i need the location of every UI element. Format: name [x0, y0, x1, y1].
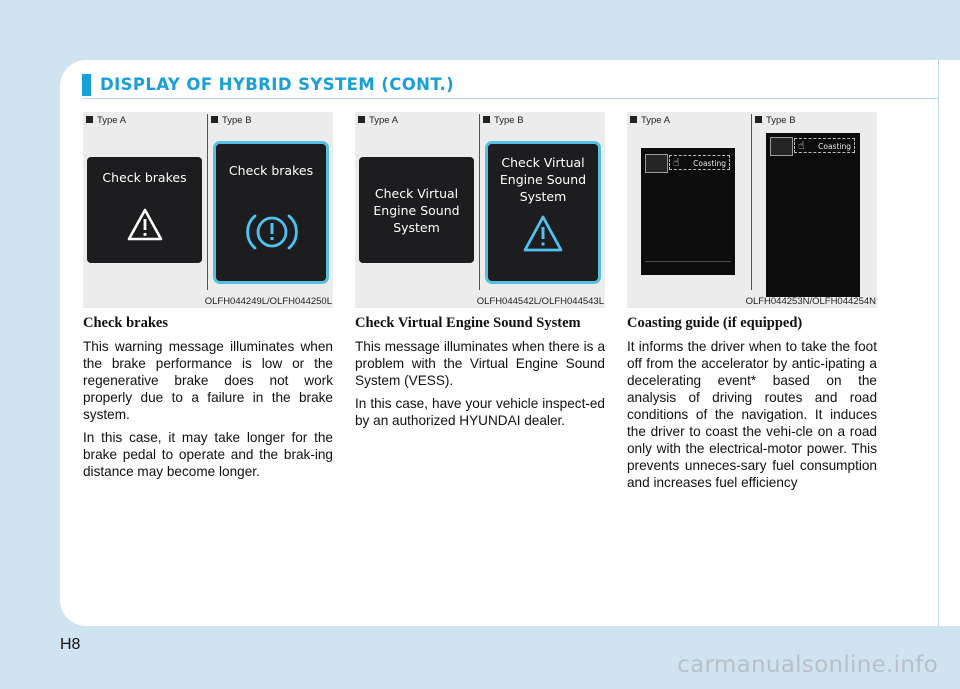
section-heading: Check brakes — [83, 315, 168, 331]
figure-divider — [751, 114, 752, 290]
display-line — [645, 261, 731, 262]
warning-triangle-icon — [126, 207, 164, 242]
figure-coasting-guide — [627, 112, 877, 308]
body-paragraph: In this case, have your vehicle inspect-ed by an authorized HYUNDAI dealer. — [355, 396, 605, 428]
coasting-indicator: ☝ Coasting — [669, 155, 730, 170]
body-paragraph: This warning message illuminates when the brake performance is low or the regenerative brake does not work properly due to a failure in the brake system. — [83, 339, 333, 422]
title-accent-bar — [82, 74, 91, 96]
display-box — [770, 137, 793, 156]
type-a-label: Type A — [86, 115, 126, 126]
figure-divider — [207, 114, 208, 290]
figure-check-vess — [355, 112, 605, 308]
figure-divider — [479, 114, 480, 290]
body-paragraph: In this case, it may take longer for the brake pedal to operate and the brak-ing distance may become longer. — [83, 430, 333, 479]
figure-code: OLFH044249L/OLFH044250L — [204, 296, 332, 307]
body-paragraph: This message illuminates when there is a problem with the Virtual Engine Sound System (VESS). — [355, 339, 605, 388]
body-paragraph: It informs the driver when to take the foot off from the accelerator by antic-ipating a decelerating event* based on the analysis of driving routes and road conditions of the navigation. It induces the driver to coast the vehi-cle on a road only with the electrical-motor power. This prevents unneces-sary fuel consumption and increases fuel efficiency — [627, 339, 877, 490]
type-a-label: Type A — [358, 115, 398, 126]
type-b-label: Type B — [211, 115, 252, 126]
screen-message: Check Virtual Engine Sound System — [373, 186, 460, 235]
page-number: H8 — [60, 636, 81, 653]
text-column-check-vess — [355, 315, 605, 435]
figure-check-brakes — [83, 112, 333, 308]
screen-type-a — [87, 157, 202, 263]
foot-off-pedal-icon: ☝ — [673, 156, 680, 169]
brake-warning-icon — [246, 210, 298, 254]
screen-type-b — [488, 144, 598, 281]
screen-message: Check brakes — [228, 163, 314, 178]
screen-type-b — [766, 133, 860, 297]
warning-triangle-icon — [522, 214, 564, 253]
screen-type-b — [216, 144, 326, 281]
screen-type-a — [641, 148, 735, 275]
type-b-label: Type B — [755, 115, 796, 126]
page-edge — [938, 60, 939, 626]
figure-code: OLFH044253N/OLFH044254N — [745, 296, 876, 307]
type-a-label: Type A — [630, 115, 670, 126]
title-rule — [82, 98, 938, 99]
watermark: carmanualsonline.info — [677, 652, 938, 678]
coasting-indicator: ☝ Coasting — [794, 138, 855, 153]
display-box — [645, 154, 668, 173]
foot-off-pedal-icon: ☝ — [798, 139, 805, 152]
screen-type-a — [359, 157, 474, 263]
text-column-coasting-guide — [627, 315, 877, 497]
type-b-label: Type B — [483, 115, 524, 126]
screen-message: Check brakes — [102, 170, 187, 185]
figure-code: OLFH044542L/OLFH044543L — [476, 296, 604, 307]
text-column-check-brakes — [83, 315, 333, 486]
section-heading: Coasting guide (if equipped) — [627, 315, 803, 331]
screen-message: Check Virtual Engine Sound System — [499, 155, 587, 204]
section-heading: Check Virtual Engine Sound System — [355, 315, 581, 331]
page-title: DISPLAY OF HYBRID SYSTEM (CONT.) — [100, 75, 455, 94]
